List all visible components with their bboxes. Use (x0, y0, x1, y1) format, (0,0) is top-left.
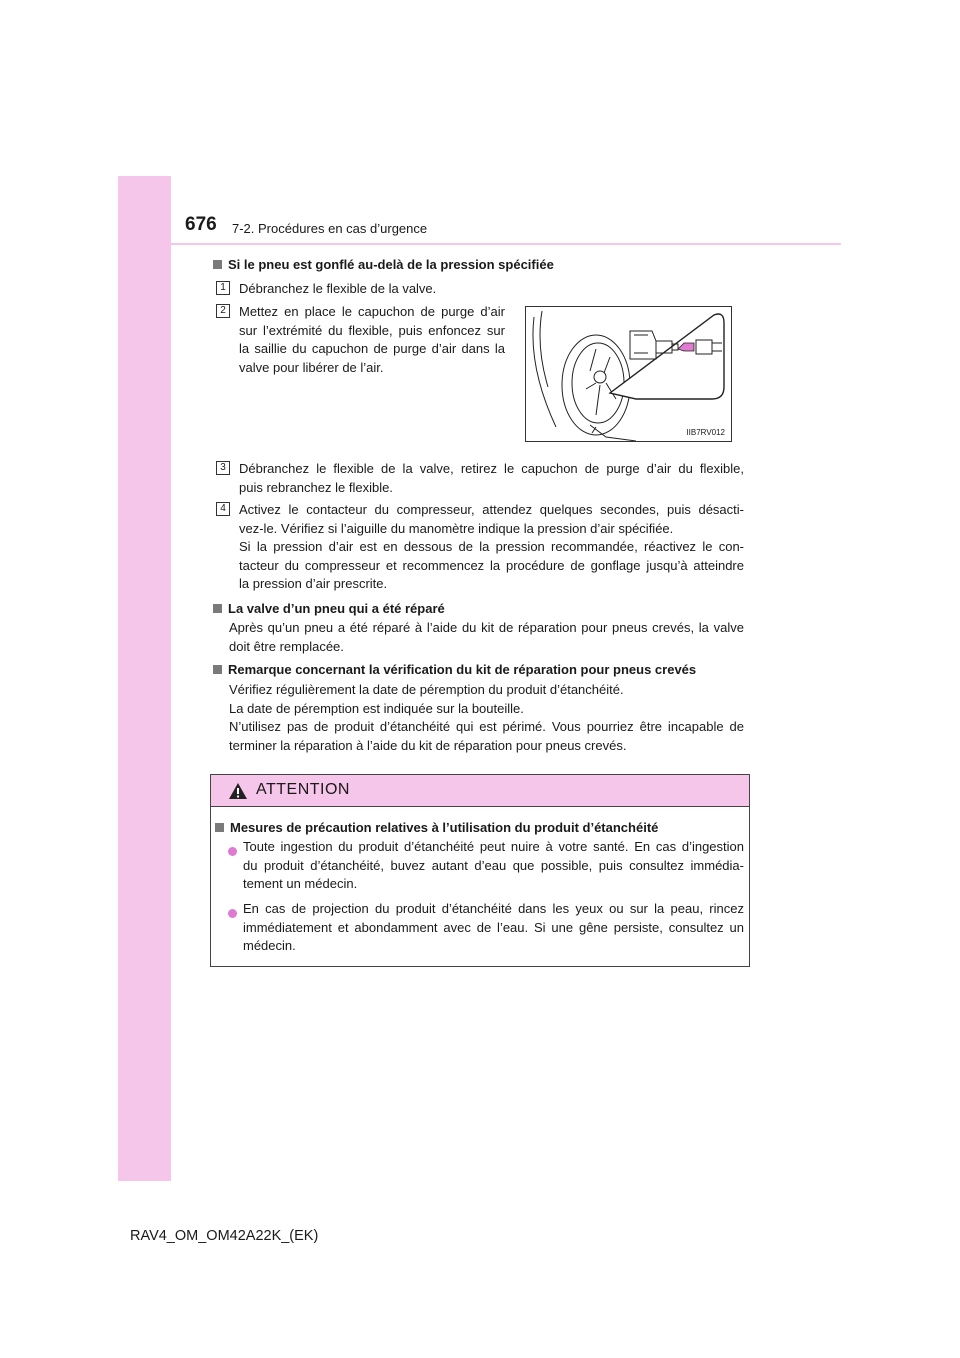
step-3-text: Débranchez le flexible de la valve, retirez le capuchon de purge d’air du flexible, puis rebranchez le flexible. (239, 461, 744, 495)
header-rule (171, 243, 841, 245)
section-heading-repaired-valve: La valve d’un pneu qui a été réparé (213, 601, 445, 616)
bullet-dot-icon (228, 843, 237, 861)
attention-bullet-1: Toute ingestion du produit d’étanchéité peut nuire à votre santé. En cas d’ingestion du produit d’étanchéité, buvez autant d’eau que possible, puis consultez immédia- tement un médecin. (243, 839, 744, 891)
step-4-text: Activez le contacteur du compresseur, attendez quelques secondes, puis désacti- vez-le. Vérifiez si l’aiguille du manomètre indique la pression d’air spécifiée. Si la pression d’air est en dessous de la pression recommandée, réactivez le con- tacteur du compresseur et recommencez la procédure de gonflage jusqu’à atteindre la pression d’air prescrite. (239, 502, 744, 591)
step-2-text: Mettez en place le capuchon de purge d’air sur l’extrémité du flexible, puis enfoncez sur la saillie du capuchon de purge d’air dans la valve pour libérer de l’air. (239, 304, 505, 375)
section-title: 7-2. Procédures en cas d’urgence (232, 221, 428, 236)
wheel-valve-drawing (526, 307, 731, 441)
square-bullet-icon (215, 823, 224, 832)
section-heading-kit-check: Remarque concernant la vérification du kit de réparation pour pneus crevés (213, 662, 696, 677)
square-bullet-icon (213, 604, 222, 613)
bullet-dot-icon (228, 905, 237, 923)
warning-triangle-icon (228, 782, 248, 800)
tire-valve-illustration (525, 306, 732, 442)
step-number-1: 1 (216, 281, 230, 295)
attention-title: ATTENTION (256, 781, 350, 798)
section-heading-overinflated: Si le pneu est gonflé au-delà de la pression spécifiée (213, 257, 554, 272)
step-number-4: 4 (216, 502, 230, 516)
repaired-valve-text: Après qu’un pneu a été réparé à l’aide du kit de réparation pour pneus crevés, la valve doit être remplacée. (229, 620, 744, 654)
side-tab-bar (118, 176, 171, 1181)
page-number: 676 (185, 214, 217, 235)
square-bullet-icon (213, 260, 222, 269)
attention-bullet-2: En cas de projection du produit d’étanchéité dans les yeux ou sur la peau, rincez immédiatement et abondamment avec de l’eau. Si une gêne persiste, consultez un médecin. (243, 901, 744, 953)
document-footer: RAV4_OM_OM42A22K_(EK) (130, 1228, 319, 1244)
step-1-text: Débranchez le flexible de la valve. (239, 281, 437, 296)
step-number-2: 2 (216, 304, 230, 318)
figure-code: IIB7RV012 (686, 428, 725, 437)
step-number-3: 3 (216, 461, 230, 475)
attention-heading: Mesures de précaution relatives à l’utilisation du produit d’étanchéité (215, 820, 658, 835)
kit-check-text: Vérifiez régulièrement la date de péremption du produit d’étanchéité. La date de péremption est indiquée sur la bouteille. N’utilisez pas de produit d’étanchéité qui est périmé. Vous pourriez être incapable de terminer la réparation à l’aide du kit de réparation pour pneus crevés. (229, 682, 744, 753)
attention-box (210, 774, 750, 967)
square-bullet-icon (213, 665, 222, 674)
